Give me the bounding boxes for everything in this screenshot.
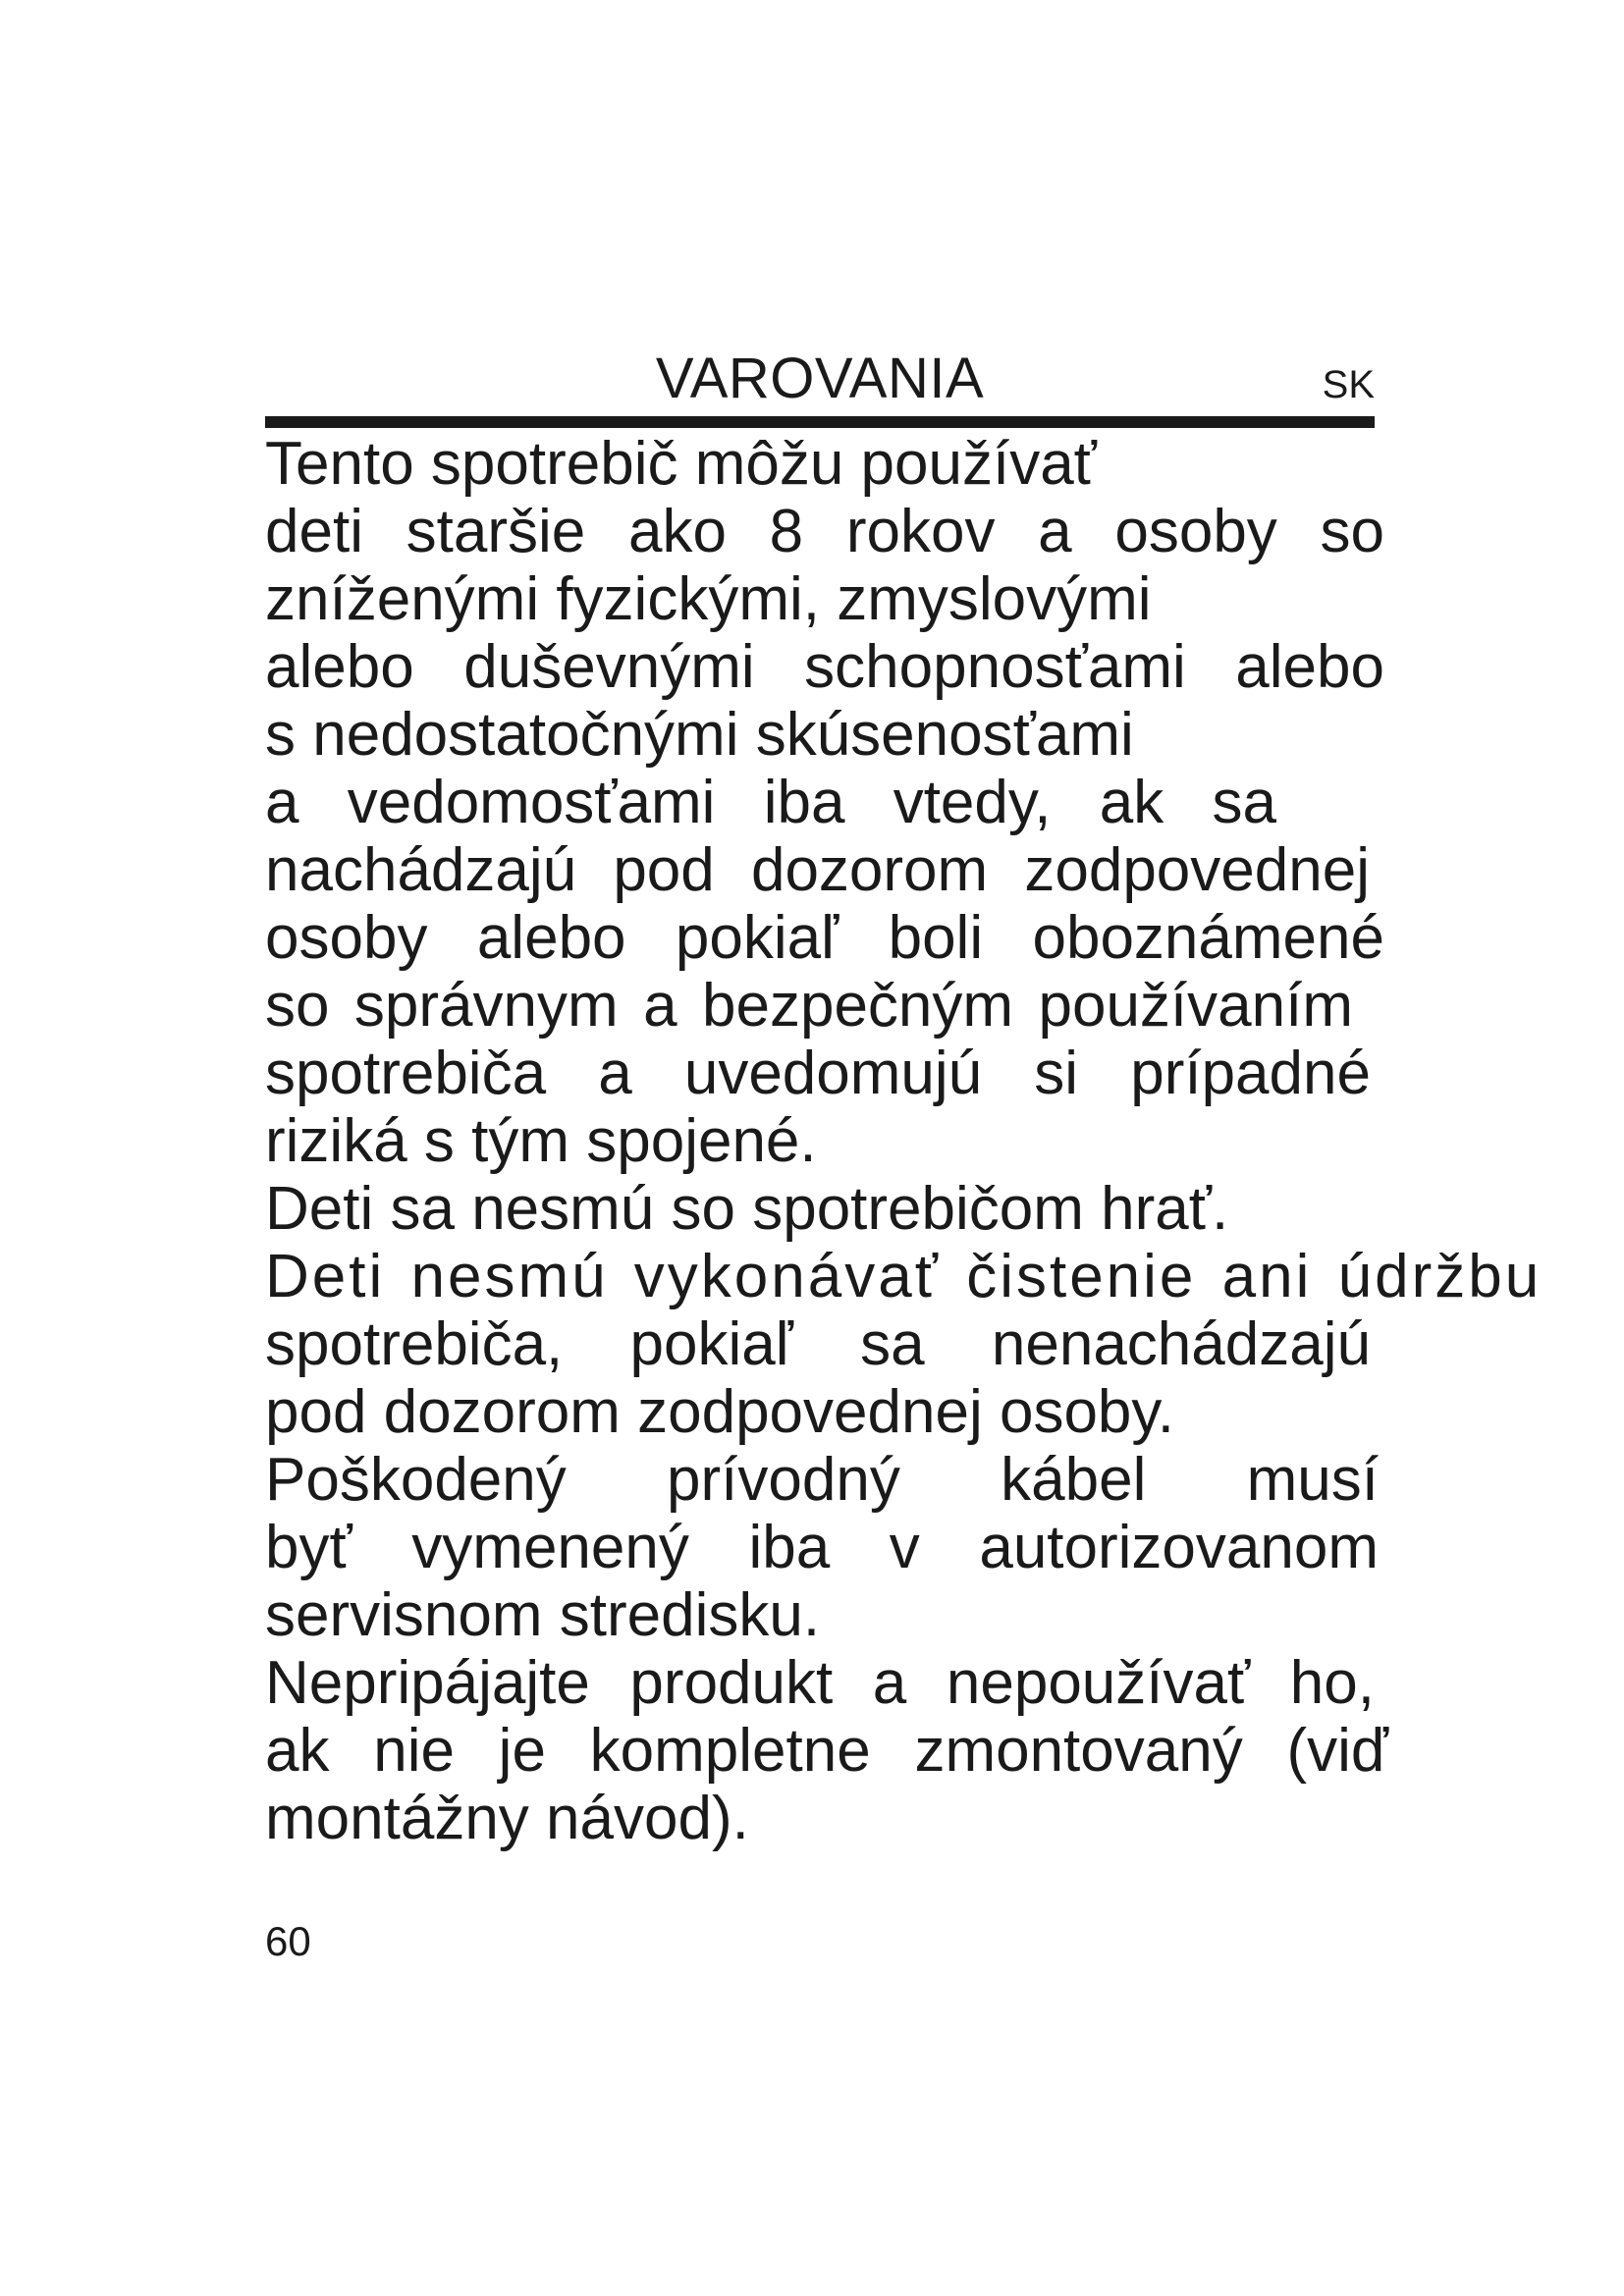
page-header	[265, 342, 1375, 420]
text-line: Deti nesmú vykonávať čistenie ani údržbu	[265, 1243, 1543, 1310]
text-line: ak nie je kompletne zmontovaný (viď	[265, 1717, 1388, 1785]
text-line: montážny návod).	[265, 1785, 749, 1852]
header-divider	[265, 416, 1375, 428]
text-line: alebo duševnými schopnosťami alebo	[265, 633, 1384, 701]
text-line: servisnom stredisku.	[265, 1581, 821, 1649]
text-line: nachádzajú pod dozorom zodpovednej	[265, 836, 1370, 904]
text-line: deti staršie ako 8 rokov a osoby so	[265, 498, 1384, 565]
text-line: byť vymenený iba v autorizovanom	[265, 1514, 1379, 1581]
text-line: Deti sa nesmú so spotrebičom hrať.	[265, 1175, 1229, 1243]
text-line: a vedomosťami iba vtedy, ak sa	[265, 769, 1276, 836]
section-title: VAROVANIA	[655, 347, 985, 410]
language-code: SK	[1322, 363, 1375, 406]
text-line: Nepripájajte produkt a nepoužívať ho,	[265, 1649, 1375, 1717]
text-line: s nedostatočnými skúsenosťami	[265, 701, 1134, 769]
text-line: Tento spotrebič môžu používať	[265, 430, 1097, 498]
text-line: riziká s tým spojené.	[265, 1107, 817, 1175]
text-line: so správnym a bezpečným používaním	[265, 972, 1353, 1040]
text-line: pod dozorom zodpovednej osoby.	[265, 1378, 1175, 1446]
text-line: Poškodený prívodný kábel musí	[265, 1446, 1379, 1514]
page-number: 60	[265, 1918, 311, 1964]
text-line: spotrebiča a uvedomujú si prípadné	[265, 1040, 1371, 1107]
text-line: osoby alebo pokiaľ boli oboznámené	[265, 904, 1384, 972]
warning-text	[265, 430, 1624, 1852]
text-line: spotrebiča, pokiaľ sa nenachádzajú	[265, 1310, 1371, 1378]
text-line: zníženými fyzickými, zmyslovými	[265, 565, 1152, 633]
